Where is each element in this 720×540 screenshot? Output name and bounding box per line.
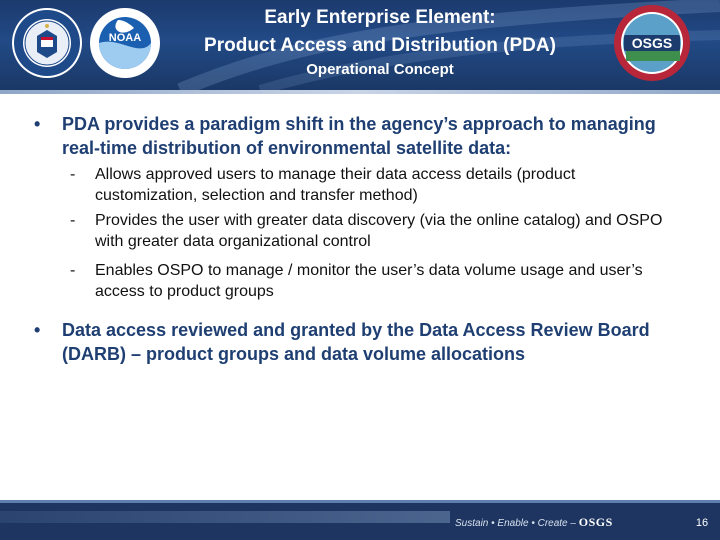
page-number: 16 [695, 517, 709, 529]
sub-bullet-text: Allows approved users to manage their data access details (product customization, selection and transfer method) [95, 166, 576, 204]
sub-bullet-marker: - [70, 212, 76, 229]
osgs-logo [612, 3, 692, 83]
tagline-brand: OSGS [578, 515, 613, 529]
slide-subtitle: Operational Concept [306, 61, 454, 78]
header-banner [0, 0, 720, 90]
footer-bar [0, 503, 720, 540]
svg-text:NOAA: NOAA [108, 32, 142, 44]
svg-text:OSGS: OSGS [631, 35, 673, 51]
sub-bullet-text: Enables OSPO to manage / monitor the user’s data volume usage and user’s access to product groups [95, 262, 643, 300]
noaa-logo [88, 6, 162, 80]
tagline-text: Sustain • Enable • Create – [455, 518, 576, 529]
sub-bullet-marker: - [70, 262, 76, 279]
slide-title-line-2: Product Access and Distribution (PDA) [204, 35, 556, 56]
bullet-marker: • [34, 114, 41, 134]
sub-bullet-marker: - [70, 166, 76, 183]
header-divider [0, 90, 720, 94]
slide-title-line-1: Early Enterprise Element: [264, 7, 496, 28]
department-of-commerce-seal [10, 6, 84, 80]
footer-decoration [0, 511, 450, 523]
footer-tagline [455, 515, 613, 530]
bullet-text: Data access reviewed and granted by the Data Access Review Board (DARB) – product groups and data volume allocations [62, 320, 650, 364]
sub-bullet-text: Provides the user with greater data discovery (via the online catalog) and OSPO with greater data organizational control [95, 212, 663, 250]
bullet-text: PDA provides a paradigm shift in the agency’s approach to managing real-time distribution of environmental satellite data: [62, 114, 656, 158]
bullet-marker: • [34, 320, 41, 340]
